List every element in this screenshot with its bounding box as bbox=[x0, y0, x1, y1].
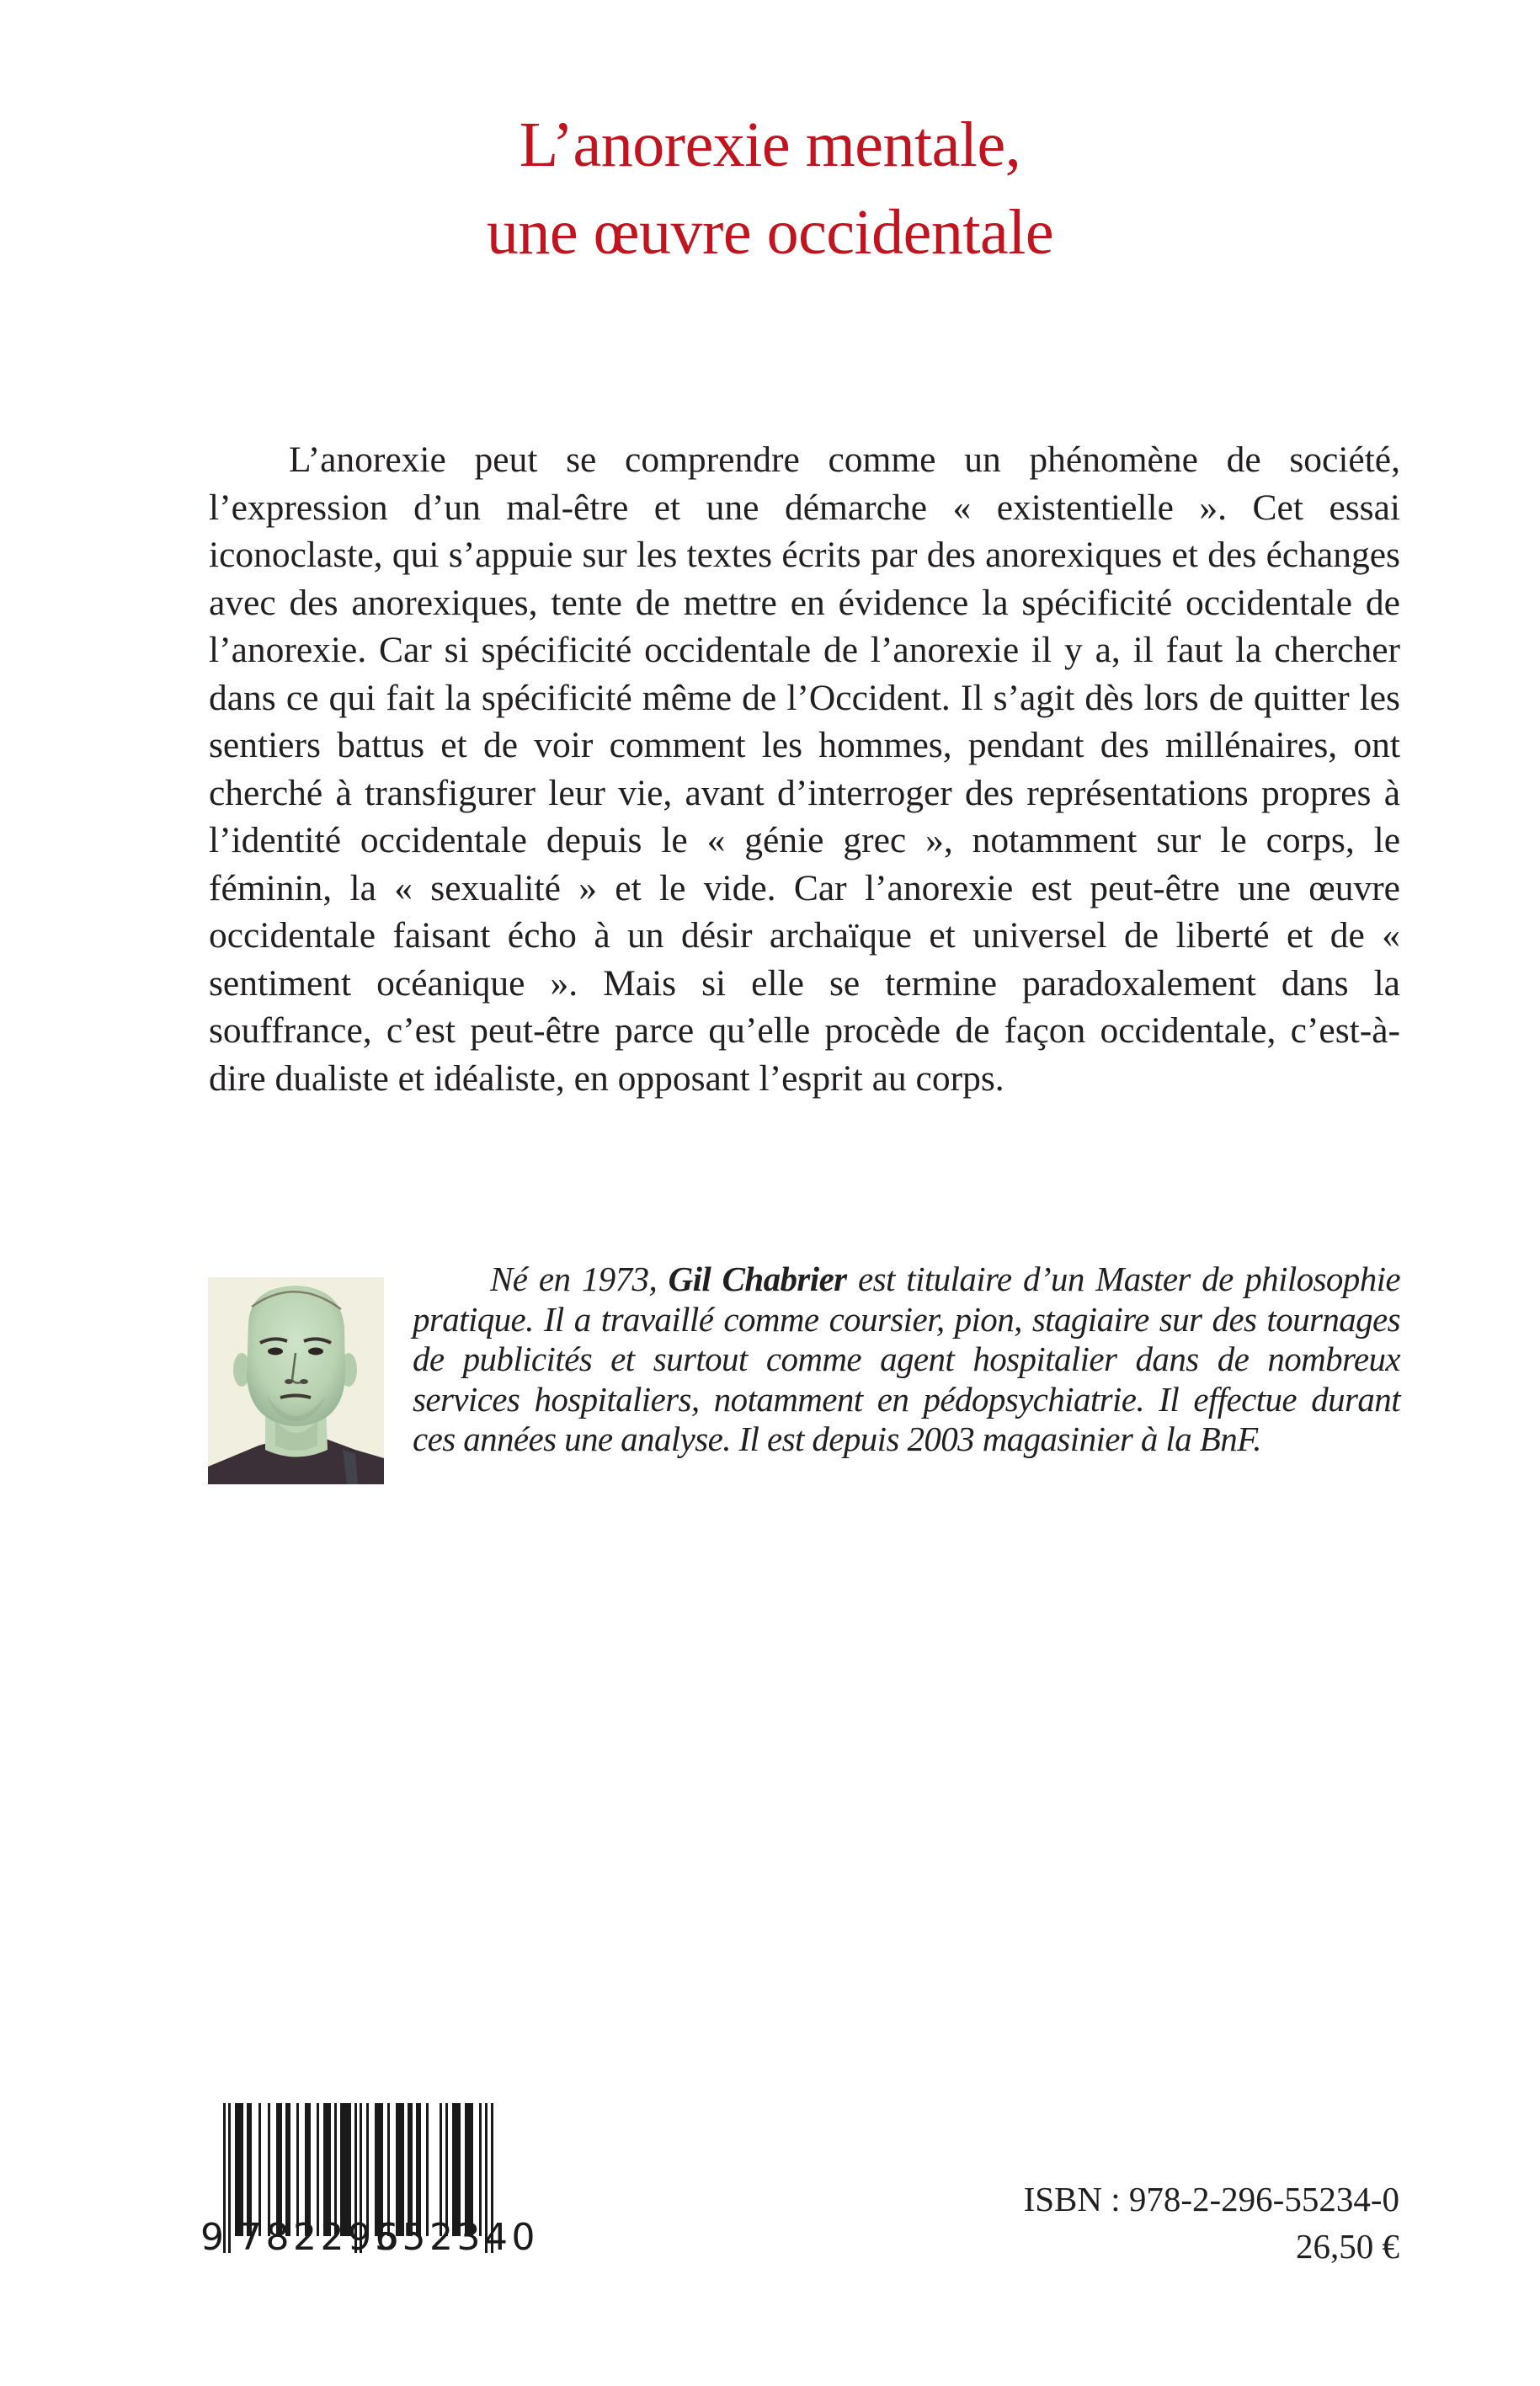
barcode-first-digit: 9 bbox=[200, 2216, 226, 2259]
book-blurb: L’anorexie peut se comprendre comme un phénomène de société, l’expression d’un mal-être et une démarche « existentielle ». Cet essai iconoclaste, qui s’appuie sur les textes écrits par des anorexiques et des échanges avec des anorexiques, tente de mettre en évidence la spécificité occidentale de l’anorexie. Car si spécificité occidentale de l’anorexie il y a, il faut la chercher dans ce qui fait la spécificité même de l’Occident. Il s’agit dès lors de quitter les sentiers battus et de voir comment les hommes, pendant des millénaires, ont cherché à transfigurer leur vie, avant d’interroger des représentations propres à l’identité occidentale depuis le « génie grec », notamment sur le corps, le féminin, la « sexualité » et le vide. Car l’anorexie est peut-être une œuvre occidentale faisant écho à un désir archaïque et universel de liberté et de « sentiment océanique ». Mais si elle se termine paradoxalement dans la souffrance, c’est peut-être parce qu’elle procède de façon occidentale, c’est-à-dire dualiste et idéaliste, en opposant l’esprit au corps. bbox=[209, 439, 1400, 1099]
author-bio bbox=[413, 1260, 1400, 1460]
author-photo bbox=[208, 1277, 384, 1484]
book-price: 26,50 € bbox=[1296, 2227, 1399, 2266]
isbn-number: ISBN : 978-2-296-55234-0 bbox=[1023, 2180, 1399, 2218]
barcode-right-group: 552340 bbox=[375, 2216, 539, 2259]
author-bio-prefix: Né en 1973, bbox=[490, 1260, 669, 1298]
barcode-left-group: 782296 bbox=[238, 2216, 402, 2259]
isbn-barcode bbox=[200, 2095, 539, 2259]
book-title-line-1: L’anorexie mentale, bbox=[519, 109, 1021, 180]
author-bio-text: est titulaire d’un Master de philosophie pratique. Il a travaillé comme coursier, pion, stagiaire sur des tournages de publicités et surtout comme agent hospitalier dans de nombreux services hospitaliers, notamment en pédopsychiatrie. Il effectue durant ces années une analyse. Il est depuis 2003 magasinier à la BnF. bbox=[413, 1260, 1401, 1458]
author-name: Gil Chabrier bbox=[668, 1260, 847, 1298]
book-title-line-2: une œuvre occidentale bbox=[486, 197, 1054, 268]
book-title bbox=[0, 101, 1540, 276]
